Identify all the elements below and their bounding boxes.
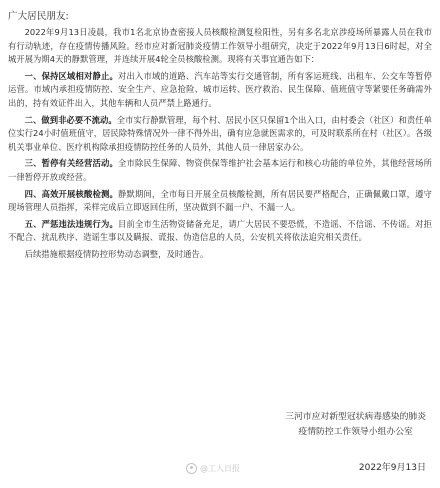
section-1 (8, 70, 432, 111)
section-heading: 五、严惩违法违规行为。 (24, 218, 118, 229)
section-text: 目前全市生活物资储备充足，请广大居民不要恐慌，不造谣、不信谣、不传谣。对拒不配合、扰乱秩序、造谣生事以及瞒报、谎报、伪造信息的人员，公安机关将依法追究相关责任。 (8, 218, 432, 243)
section-text: 全市实行静默管理，每个村、居民小区只保留1个出入口，由村委会（社区）和责任单位实行24小时值班值守，居民除特殊情况外一律不得外出，确有应急就医需求的，可及时联系所在村（社区）。各级机关事业单位、医疗机构除承担疫情防控任务的人员外，其他人员一律居家办公。 (8, 114, 432, 152)
greeting: 广大居民朋友: (8, 11, 69, 22)
section-5 (8, 218, 432, 245)
signature-org-line1: 三河市应对新型冠状病毒感染的肺炎 (285, 412, 426, 422)
section-heading: 四、高效开展核酸检测。 (24, 188, 118, 199)
section-3 (8, 157, 432, 184)
section-heading: 二、做到非必要不流动。 (24, 114, 117, 125)
watermark-text: @工人日报 (200, 464, 240, 473)
section-heading: 一、保持区域相对静止。 (24, 70, 118, 81)
intro-paragraph: 2022年9月13日凌晨，我市1名北京协查密接人员核酸检测复检阳性，另有多名北京涉疫场所暴露人员在我市有行动轨迹，存在疫情传播风险。经市应对新冠肺炎疫情工作领导小组研究，决定于2022年9月13日6时起，对全城开展为期4天的静默管理，并连续开展4轮全员核酸检测。现将有关事宜通告如下： (8, 27, 432, 65)
section-text: 静默期间，全市每日开展全员核酸检测，所有居民要严格配合，正确佩戴口罩，遵守现场管理人员指挥，采样完成后立即返回住所，坚决做到不漏一户、不漏一人。 (8, 188, 432, 213)
closing-paragraph: 后续措施根据疫情防控形势动态调整，及时通告。 (24, 248, 209, 259)
signature-org-line2: 疫情防控工作领导小组办公室 (298, 427, 413, 437)
section-heading: 三、暂停有关经营活动。 (24, 158, 118, 169)
section-text: 全市除民生保障、物资供保等维护社会基本运行和核心功能的单位外，其他经营场所一律暂停开放或经营。 (8, 158, 432, 182)
signature-block (285, 410, 426, 440)
section-2 (8, 114, 432, 155)
section-text: 对出入市域的道路、汽车站等实行交通管制，所有客运班线、出租车、公交车等暂停运营。市域内承担疫情防控、安全生产、应急抢险、城市运转、医疗救治、民生保障、值班值守等紧要任务确需外出的，持有效证件出入，其他车辆和人员严禁上路通行。 (8, 70, 432, 108)
weibo-icon (186, 463, 197, 474)
signature-date: 2022年9月13日 (358, 463, 426, 473)
watermark (186, 463, 240, 474)
section-4 (8, 188, 432, 215)
